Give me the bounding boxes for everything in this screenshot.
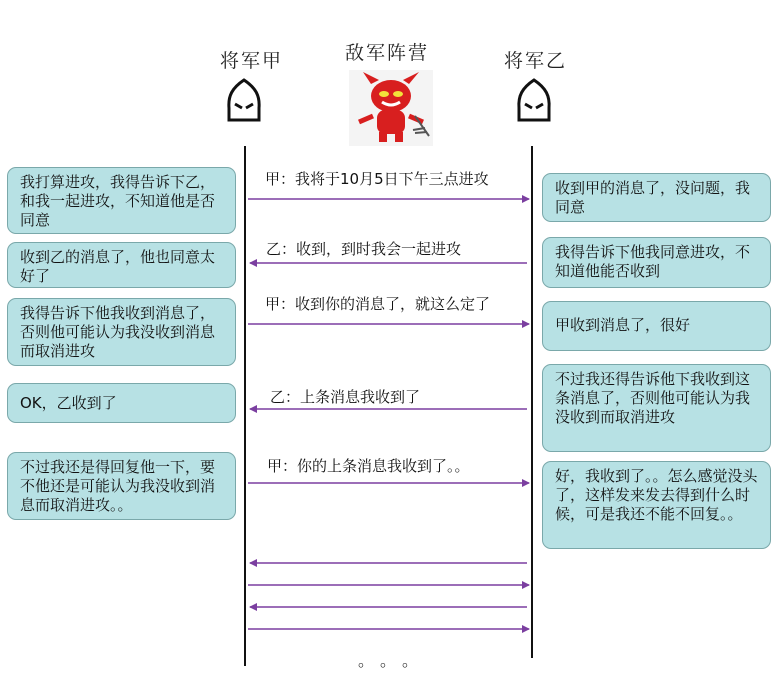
message-label: 甲：收到你的消息了，就这么定了	[265, 295, 491, 313]
left-thought-bubble: 我打算进攻，我得告诉下乙，和我一起进攻，不知道他是否同意	[7, 167, 236, 234]
continuation-ellipsis: 。。。	[358, 651, 433, 670]
left-thought-bubble: 收到乙的消息了，他也同意太好了	[7, 242, 236, 288]
right-thought-bubble: 我得告诉下他我同意进攻，不知道他能否收到	[542, 237, 771, 288]
general-b-label: 将军乙	[504, 50, 568, 72]
message-label: 甲：你的上条消息我收到了。。	[267, 457, 470, 475]
message-label: 甲：我将于10月5日下午三点进攻	[265, 170, 489, 188]
message-label: 乙：收到，到时我会一起进攻	[266, 240, 462, 258]
left-thought-bubble: 不过我还是得回复他一下，要不他还是可能认为我没收到消息而取消进攻。。	[7, 452, 236, 520]
right-thought-bubble: 不过我还得告诉他下我收到这条消息了，否则他可能认为我没收到而取消进攻	[542, 364, 771, 452]
left-thought-bubble: OK，乙收到了	[7, 383, 236, 423]
message-label: 乙：上条消息我收到了	[270, 388, 421, 406]
right-thought-bubble: 好，我收到了。。怎么感觉没头了，这样发来发去得到什么时候，可是我还不能不回复。。	[542, 461, 771, 549]
right-thought-bubble: 甲收到消息了，很好	[542, 301, 771, 351]
enemy-camp-label: 敌军阵营	[345, 42, 430, 64]
right-thought-bubble: 收到甲的消息了，没问题，我同意	[542, 173, 771, 222]
left-thought-bubble: 我得告诉下他我收到消息了，否则他可能认为我没收到消息而取消进攻	[7, 298, 236, 366]
general-a-label: 将军甲	[220, 50, 284, 72]
